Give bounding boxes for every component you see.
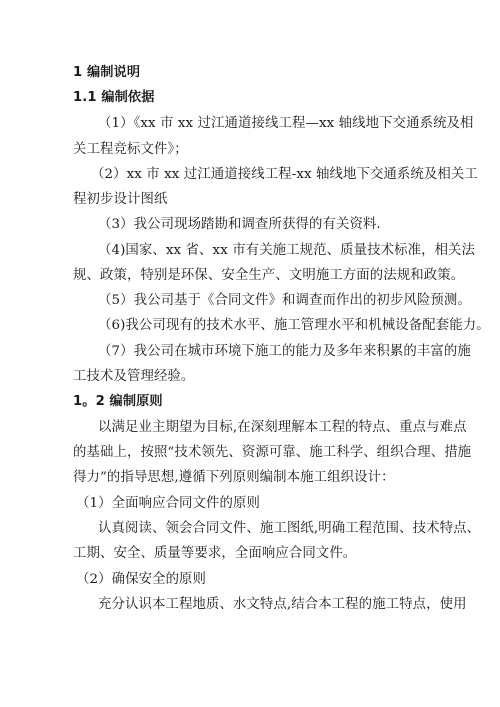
- basis-line-3: （2）xx 市 xx 过江通道接线工程-xx 轴线地下交通系统及相关工: [91, 167, 478, 182]
- basis-line-11: 工技术及管理经验。: [73, 369, 195, 384]
- principle-1-body-line-1: 认真阅读、领会合同文件、施工图纸,明确工程范围、技术特点、: [98, 521, 481, 536]
- basis-line-4: 程初步设计图纸: [73, 192, 168, 207]
- principle-1-title: （1）全面响应合同文件的原则: [76, 496, 260, 511]
- basis-line-8: （5）我公司基于《合同文件》和调查而作出的初步风险预测。: [98, 293, 471, 308]
- section-heading-1: 1 编制说明: [73, 65, 141, 80]
- principles-intro-line-2: 的基础上，按照“技术领先、资源可靠、施工科学、组织合理、措施: [73, 445, 472, 460]
- basis-line-2: 关工程竞标文件》；: [73, 142, 188, 157]
- basis-line-1: （1）《xx 市 xx 过江通道接线工程—xx 轴线地下交通系统及相: [98, 116, 474, 131]
- basis-line-9: （6)我公司现有的技术水平、施工管理水平和机械设备配套能力。: [98, 318, 490, 333]
- principle-1-body-line-2: 工期、安全、质量等要求，全面响应合同文件。: [73, 546, 357, 561]
- principles-intro-line-1: 以满足业主期望为目标,在深刻理解本工程的特点、重点与难点: [98, 420, 467, 435]
- principles-intro-line-3: 得力”的指导思想,遵循下列原则编制本施工组织设计：: [73, 470, 395, 485]
- basis-line-10: （7）我公司在城市环境下施工的能力及多年来积累的丰富的施: [98, 344, 471, 359]
- section-heading-1-1: 1.1 编制依据: [73, 90, 155, 105]
- basis-line-5: （3）我公司现场踏勘和调查所获得的有关资料.: [98, 217, 381, 232]
- basis-line-7: 规、政策，特别是环保、安全生产、文明施工方面的法规和政策。: [73, 268, 465, 283]
- principle-2-title: （2）确保安全的原则: [76, 572, 207, 587]
- principle-2-body-line-1: 充分认识本工程地质、水文特点,结合本工程的施工特点，使用: [98, 597, 467, 612]
- section-heading-1-2: 1。2 编制原则: [73, 394, 163, 409]
- basis-line-6: （4)国家、xx 省、xx 市有关施工规范、质量技术标准，相关法: [98, 243, 476, 258]
